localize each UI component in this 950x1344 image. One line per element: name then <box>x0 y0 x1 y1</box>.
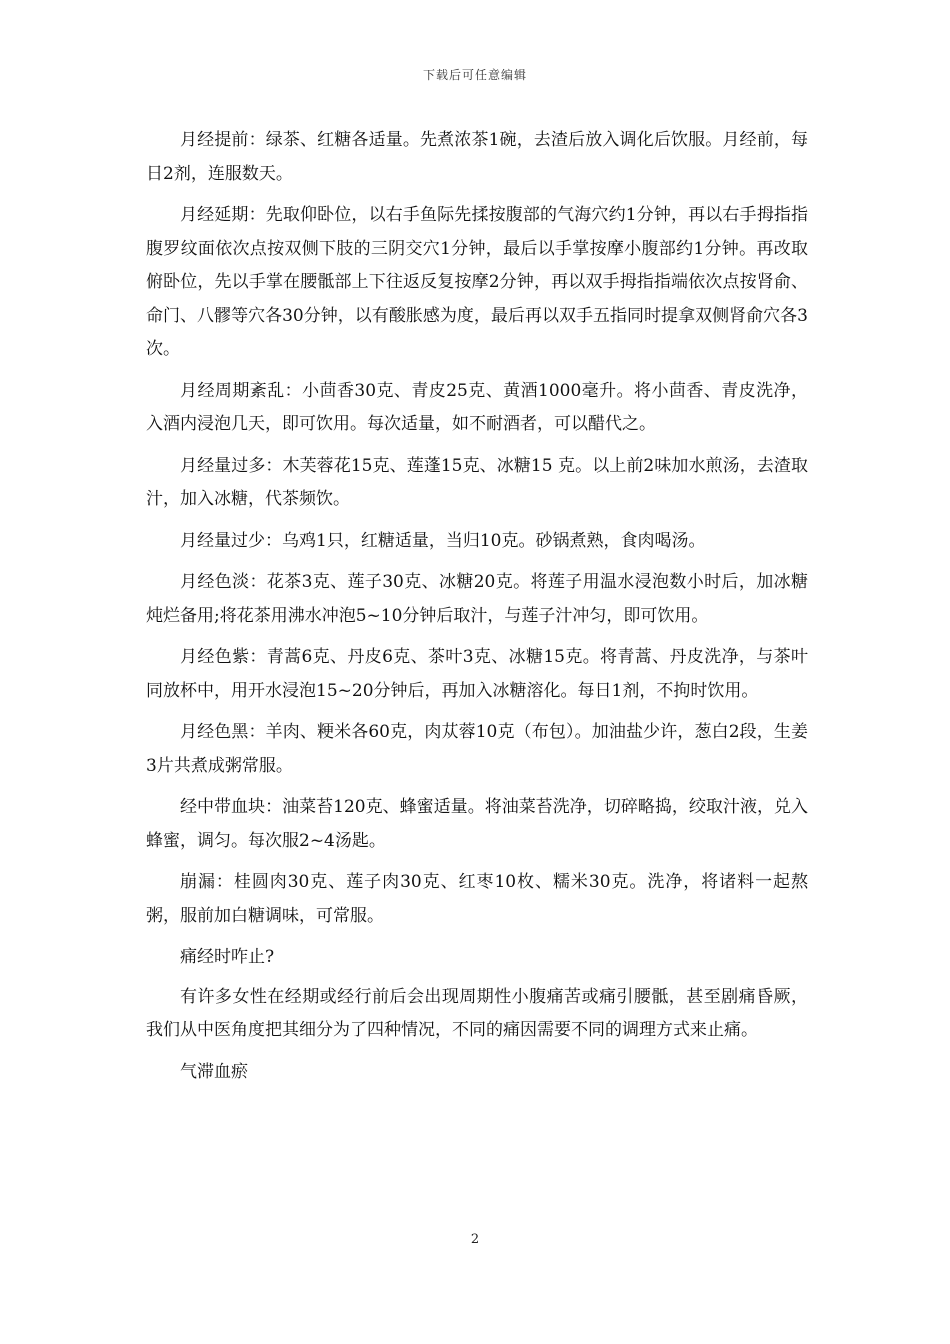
document-body <box>146 124 808 1095</box>
paragraph-purple-color: 月经色紫：青蒿6克、丹皮6克、茶叶3克、冰糖15克。将青蒿、丹皮洗净，与茶叶同放杯中，用开水浸泡15~20分钟后，再加入冰糖溶化。每日1剂，不拘时饮用。 <box>146 647 808 701</box>
paragraph-early-period: 月经提前：绿茶、红糖各适量。先煮浓茶1碗，去渣后放入调化后饮服。月经前，每日2剂，连服数天。 <box>146 130 808 184</box>
paragraph-delayed-period: 月经延期：先取仰卧位，以右手鱼际先揉按腹部的气海穴约1分钟，再以右手拇指指腹罗纹面依次点按双侧下肢的三阴交穴1分钟，最后以手掌按摩小腹部约1分钟。再改取俯卧位，先以手掌在腰骶部上下往返反复按摩2分钟，再以双手拇指指端依次点按肾俞、命门、八髎等穴各30分钟，以有酸胀感为度，最后再以双手五指同时提拿双侧肾俞穴各3次。 <box>146 205 808 359</box>
paragraph-metrorrhagia: 崩漏：桂圆肉30克、莲子肉30克、红枣10枚、糯米30克。洗净，将诸料一起熬粥，服前加白糖调味，可常服。 <box>146 872 808 926</box>
page-number: 2 <box>470 1232 480 1247</box>
page-header: 下载后可任意编辑 <box>422 68 527 82</box>
subheading-qi-stagnation: 气滞血瘀 <box>180 1061 248 1082</box>
paragraph-pale-color: 月经色淡：花茶3克、莲子30克、冰糖20克。将莲子用温水浸泡数小时后，加冰糖炖烂备用;将花茶用沸水冲泡5~10分钟后取汁，与莲子汁冲匀，即可饮用。 <box>146 572 808 626</box>
paragraph-heavy-flow: 月经量过多：木芙蓉花15克、莲蓬15克、冰糖15 克。以上前2味加水煎汤，去渣取汁，加入冰糖，代茶频饮。 <box>146 455 808 509</box>
paragraph-irregular-cycle: 月经周期紊乱：小茴香30克、青皮25克、黄酒1000毫升。将小茴香、青皮洗净，入酒内浸泡几天，即可饮用。每次适量，如不耐酒者，可以醋代之。 <box>146 380 808 434</box>
paragraph-dark-color: 月经色黑：羊肉、粳米各60克，肉苁蓉10克（布包）。加油盐少许，葱白2段，生姜3片共煮成粥常服。 <box>146 722 808 776</box>
paragraph-blood-clots: 经中带血块：油菜苔120克、蜂蜜适量。将油菜苔洗净，切碎略捣，绞取汁液，兑入蜂蜜，调匀。每次服2~4汤匙。 <box>146 797 808 851</box>
paragraph-light-flow: 月经量过少：乌鸡1只，红糖适量，当归10克。砂锅煮熟，食肉喝汤。 <box>180 530 706 551</box>
paragraph-dysmenorrhea-intro: 有许多女性在经期或经行前后会出现周期性小腹痛苦或痛引腰骶，甚至剧痛昏厥，我们从中医角度把其细分为了四种情况，不同的痛因需要不同的调理方式来止痛。 <box>146 986 808 1040</box>
section-heading-dysmenorrhea: 痛经时咋止? <box>180 947 275 967</box>
